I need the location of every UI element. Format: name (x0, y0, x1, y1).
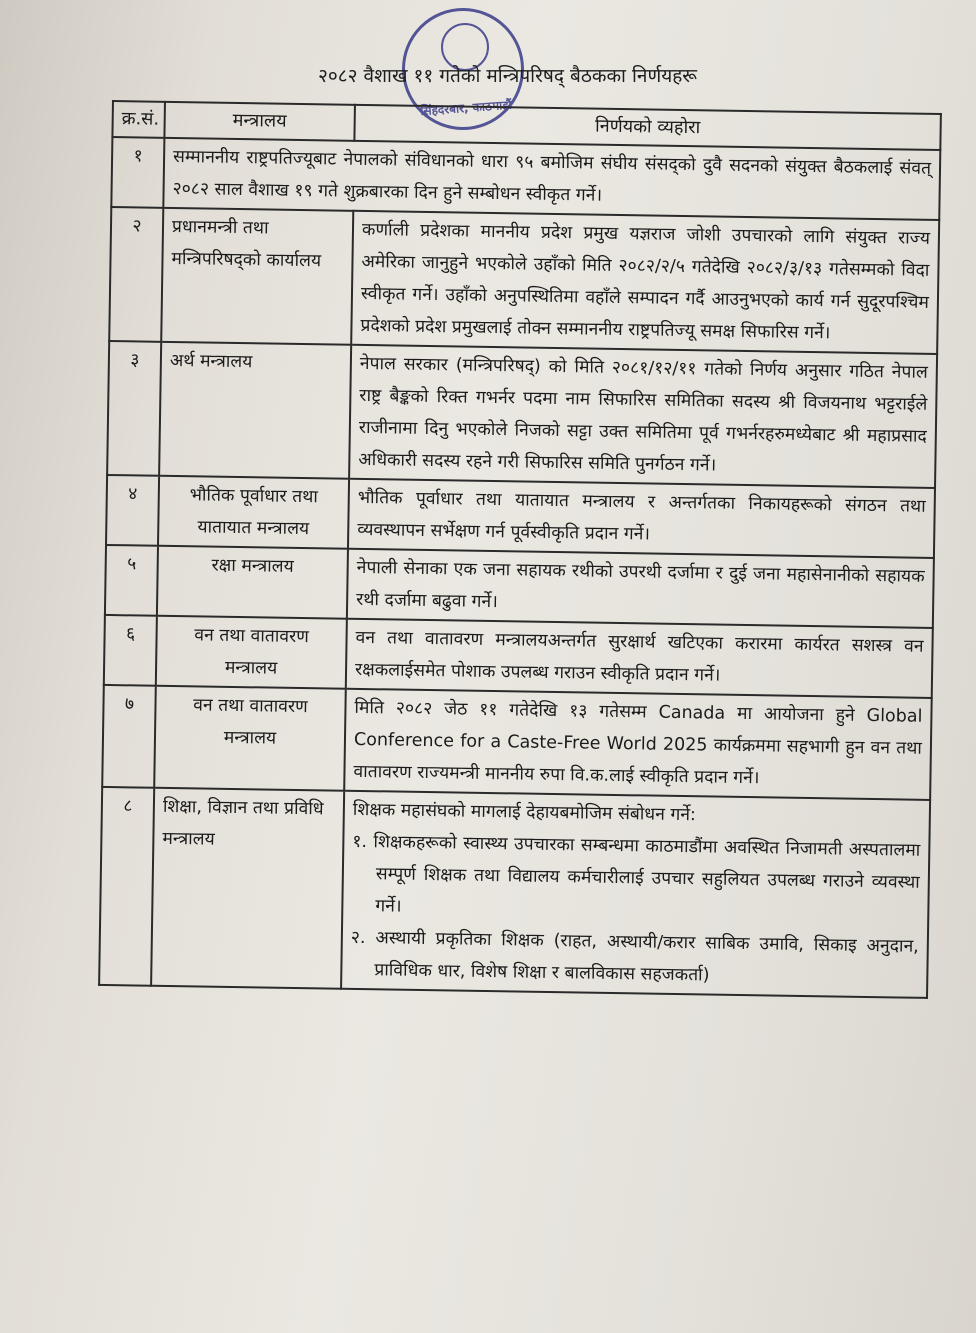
decision-text: भौतिक पूर्वाधार तथा यातायात मन्त्रालय र अन्तर्गतका निकायहरूको संगठन तथा व्यवस्थापन सर्भेक्षण गर्न पूर्वस्वीकृति प्रदान गर्ने। (348, 479, 935, 558)
ministry-name: भौतिक पूर्वाधार तथा यातायात मन्त्रालय (158, 476, 349, 549)
ministry-name: वन तथा वातावरण मन्त्रालय (154, 686, 346, 791)
table-row (104, 615, 933, 698)
decision-point: १. शिक्षकहरूको स्वास्थ्य उपचारका सम्बन्धमा काठमाडौंमा अवस्थित निजामती अस्पतालमा सम्पूर्ण शिक्षक तथा विद्यालय कर्मचारीलाई उपचार सहुलियत उपलब्ध गराउने व्यवस्था गर्ने। (352, 831, 921, 917)
table-row (105, 545, 934, 628)
decision-text: कर्णाली प्रदेशका माननीय प्रदेश प्रमुख यज्ञराज जोशी उपचारको लागि संयुक्त राज्य अमेरिका जानुहुने भएकोले उहाँको मिति २०८२/२/५ गतेदेखि २०८२/३/१३ गतेसम्मको विदा स्वीकृत गर्ने। उहाँको अनुपस्थितिमा वहाँले सम्पादन गर्दै आउनुभएको कार्य गर्न सुदूरपश्चिम प्रदेशको प्रदेश प्रमुखलाई तोक्न सम्माननीय राष्ट्रपतिज्यू समक्ष सिफारिस गर्ने। (351, 211, 939, 354)
row-number: ६ (104, 615, 157, 686)
decision-cell (341, 791, 930, 998)
row-number: ५ (105, 545, 158, 616)
decision-text: नेपाल सरकार (मन्त्रिपरिषद्) को मिति २०८१/१२/११ गतेको निर्णय अनुसार गठित नेपाल राष्ट्र बैङ्कको रिक्त गभर्नर पदमा नाम सिफारिस समितिका सदस्य श्री विजयनाथ भट्टराईले राजीनामा दिनु भएकोले निजको सट्टा उक्त समितिमा पूर्व गभर्नरहरुमध्येबाट श्री महाप्रसाद अधिकारी सदस्य रहने गरी सिफारिस समिति पुनर्गठन गर्ने। (349, 345, 937, 488)
decision-text: सम्माननीय राष्ट्रपतिज्यूबाट नेपालको संविधानको धारा ९५ बमोजिम संघीय संसद्को दुवै सदनको संयुक्त बैठकलाई संवत् २०८२ साल वैशाख १९ गते शुक्रबारका दिन हुने सम्बोधन स्वीकृत गर्ने। (163, 138, 940, 220)
row-number: ८ (99, 787, 154, 986)
ministry-name: अर्थ मन्त्रालय (159, 342, 351, 479)
decision-text: शिक्षक महासंघको मागलाई देहायबमोजिम संबोधन गर्ने: (352, 799, 697, 826)
decision-point: २. अस्थायी प्रकृतिका शिक्षक (राहत, अस्थायी/करार साबिक उमावि, सिकाइ अनुदान, प्राविधिक धार, विशेष शिक्षा र बालविकास सहजकर्ता) (350, 927, 919, 986)
row-number: १ (111, 137, 164, 208)
ministry-name: प्रधानमन्त्री तथा मन्त्रिपरिषद्को कार्यालय (161, 208, 353, 345)
decisions-table (98, 100, 942, 999)
decision-text: मिति २०८२ जेठ ११ गतेदेखि १३ गतेसम्म Canada मा आयोजना हुने Global Conference for a Caste-Free World 2025 कार्यक्रममा सहभागी हुन वन तथा वातावरण राज्यमन्त्री माननीय रुपा वि.क.लाई स्वीकृति प्रदान गर्ने। (344, 689, 932, 800)
ministry-name: शिक्षा, विज्ञान तथा प्रविधि मन्त्रालय (151, 788, 344, 989)
table-row (107, 341, 937, 488)
header-ministry: मन्त्रालय (164, 102, 355, 141)
table-row (106, 475, 935, 558)
page-title: २०८२ वैशाख ११ गतेको मन्त्रिपरिषद् बैठकका निर्णयहरू (318, 65, 698, 87)
table-row (109, 207, 939, 354)
row-number: २ (109, 207, 163, 342)
row-number: ४ (106, 475, 159, 546)
row-number: ७ (102, 685, 156, 788)
table-row (102, 685, 932, 800)
ministry-name: रक्षा मन्त्रालय (157, 546, 348, 619)
seal-text: सिंहदरबार, काठमाडौं (419, 97, 513, 119)
decision-text: वन तथा वातावरण मन्त्रालयअन्तर्गत सुरक्षार्थ खटिएका करारमा कार्यरत सशस्त्र वन रक्षकलाईसमेत पोशाक उपलब्ध गराउन स्वीकृति प्रदान गर्ने। (346, 619, 933, 698)
decision-text: नेपाली सेनाका एक जना सहायक रथीको उपरथी दर्जामा र दुई जना महासेनानीको सहायक रथी दर्जामा बढुवा गर्ने। (347, 549, 934, 628)
row-number: ३ (107, 341, 161, 476)
header-sn: क्र.सं. (112, 101, 165, 138)
table-row (99, 787, 930, 998)
header-decision: निर्णयको व्यहोरा (354, 105, 940, 150)
table-row (111, 137, 940, 220)
ministry-name: वन तथा वातावरण मन्त्रालय (156, 616, 347, 689)
